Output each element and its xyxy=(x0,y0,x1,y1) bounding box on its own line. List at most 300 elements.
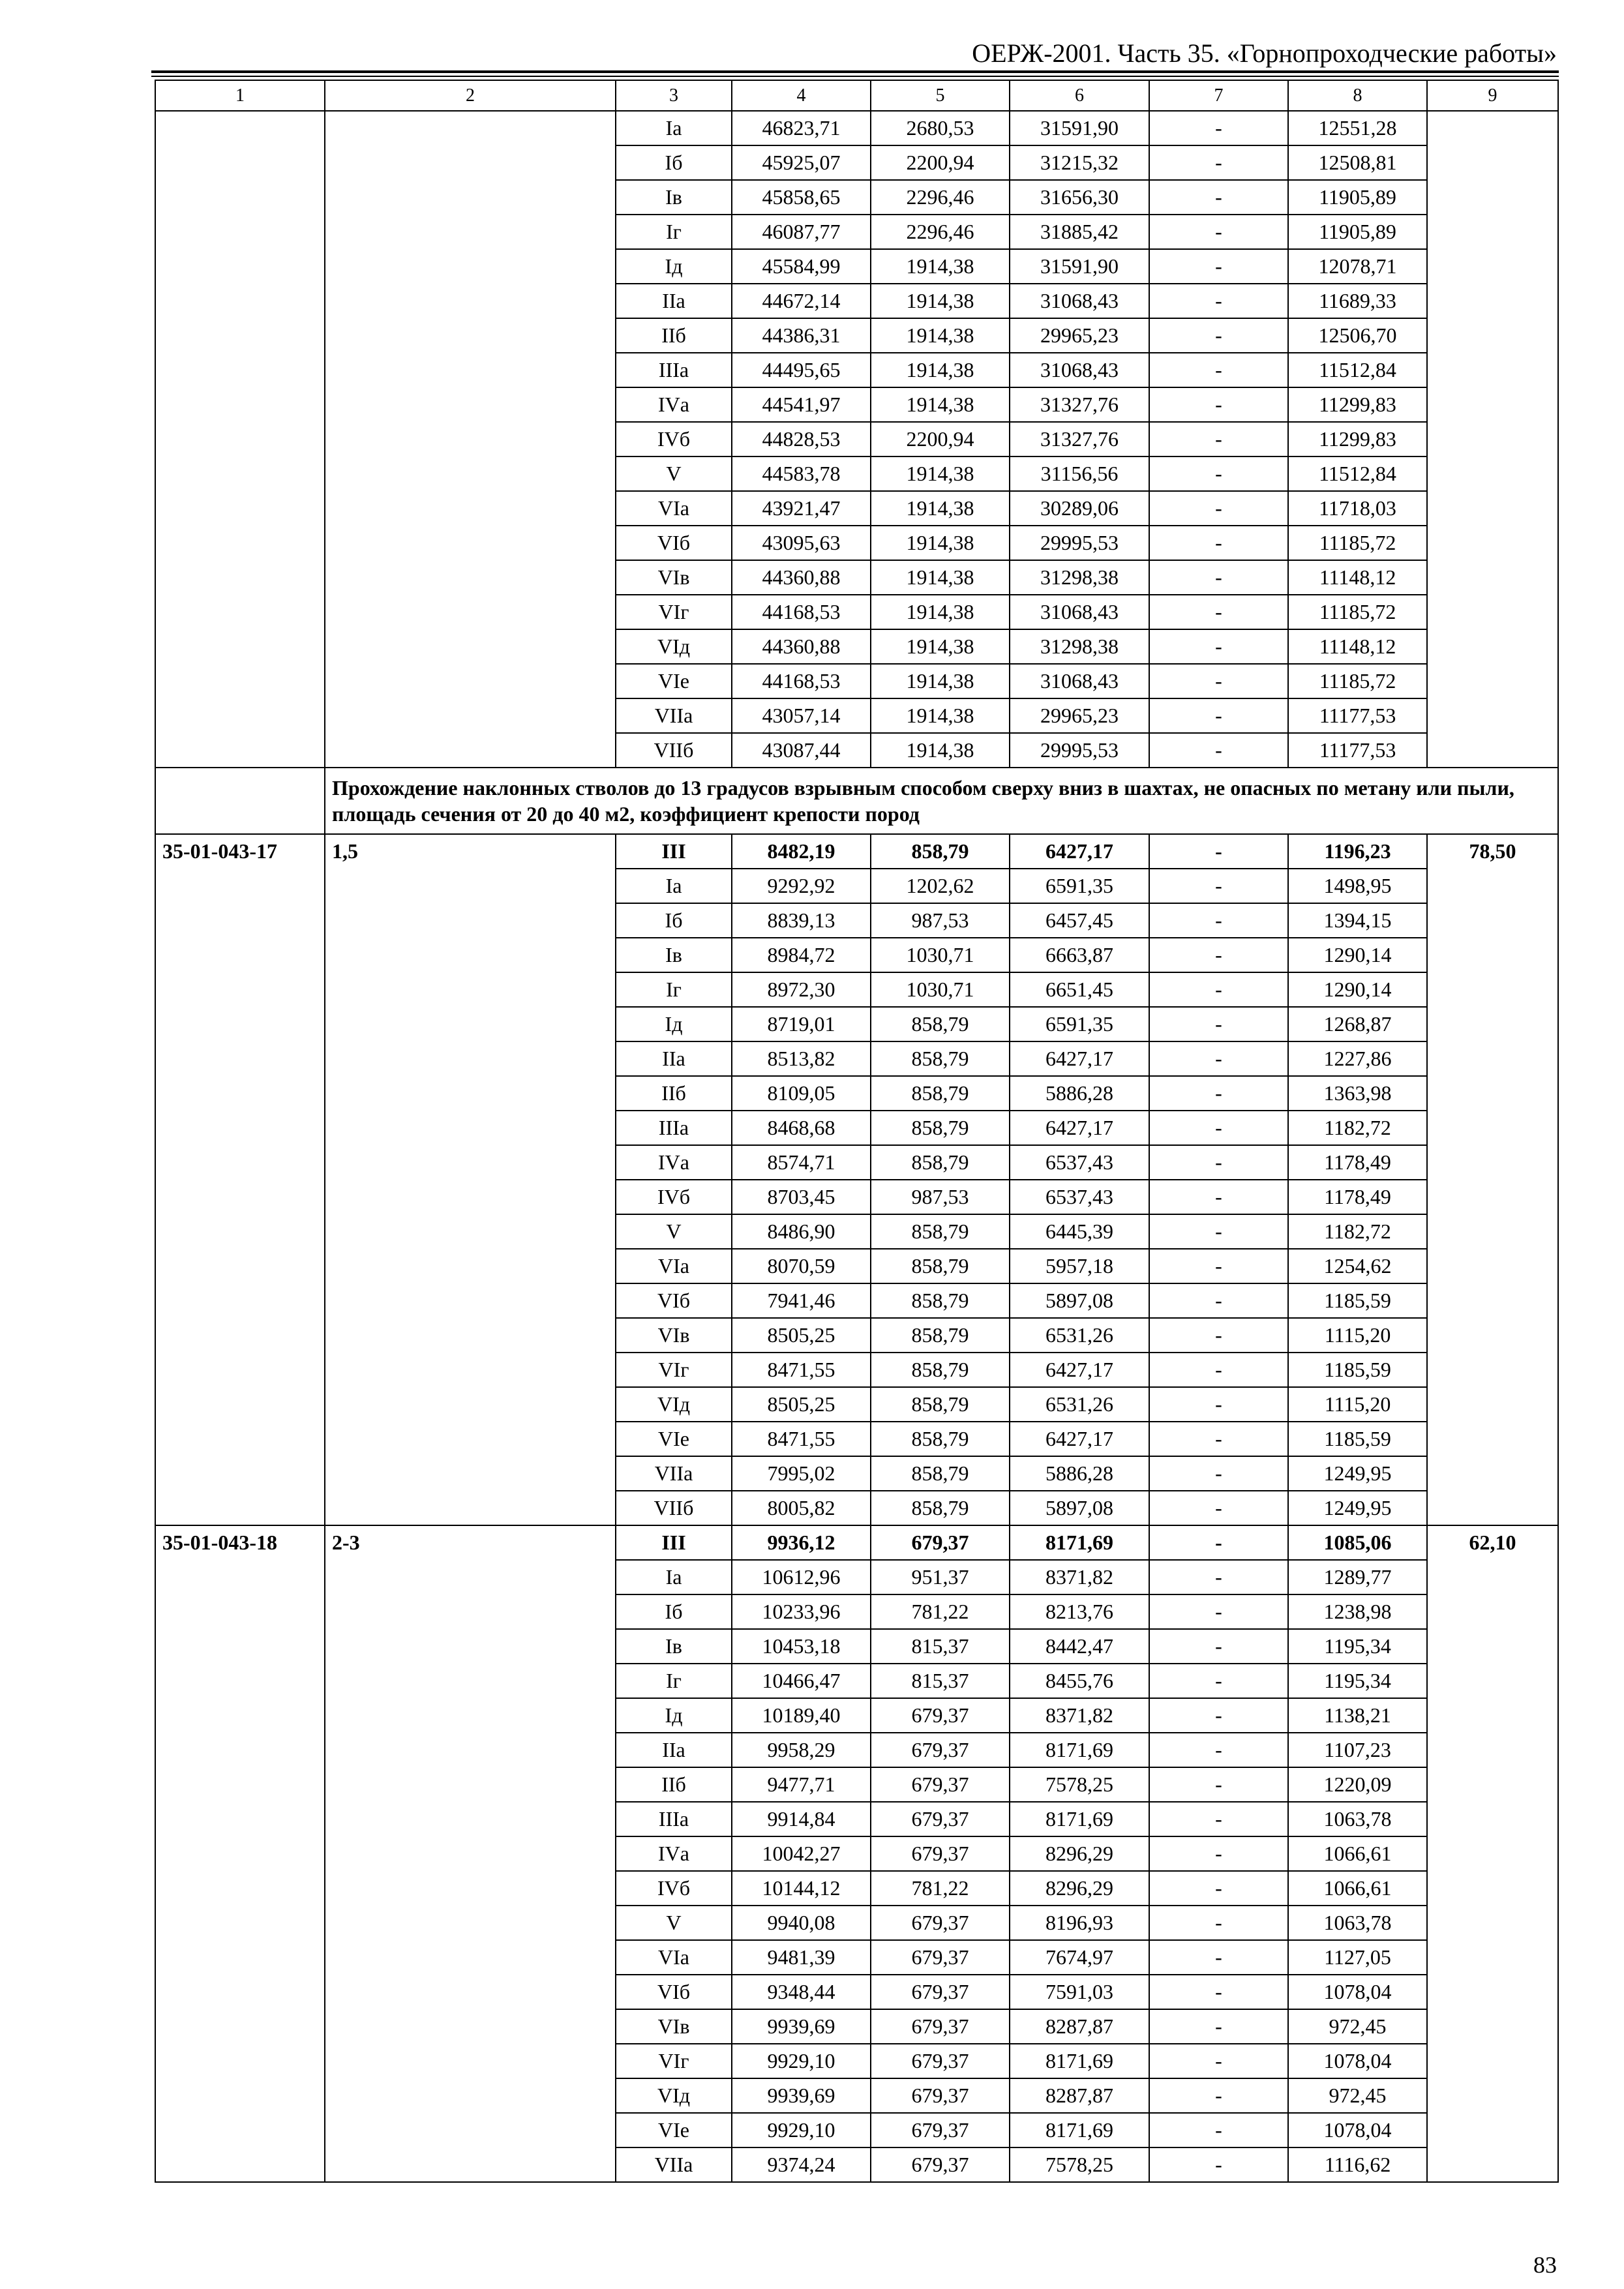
table-cell: VIIа xyxy=(616,1456,732,1491)
table-cell: 8505,25 xyxy=(732,1387,871,1422)
table-cell: 43087,44 xyxy=(732,733,871,768)
table-cell: 1914,38 xyxy=(871,387,1010,422)
table-cell: - xyxy=(1149,1733,1288,1767)
page-header-title: ОЕРЖ-2001. Часть 35. «Горнопроходческие работы» xyxy=(972,38,1557,68)
table-cell: 6427,17 xyxy=(1010,834,1149,869)
table-cell: IIа xyxy=(616,1041,732,1076)
table-cell: IIб xyxy=(616,1767,732,1802)
table-cell: Iг xyxy=(616,1664,732,1698)
table-cell: 31298,38 xyxy=(1010,629,1149,664)
table-cell: 11185,72 xyxy=(1288,664,1427,698)
table-cell: 1063,78 xyxy=(1288,1802,1427,1836)
table-cell: VIд xyxy=(616,629,732,664)
table-cell: 8839,13 xyxy=(732,903,871,938)
table-cell: - xyxy=(1149,869,1288,903)
table-cell: 858,79 xyxy=(871,1041,1010,1076)
table-cell: - xyxy=(1149,180,1288,215)
table-cell: 44168,53 xyxy=(732,595,871,629)
table-cell: - xyxy=(1149,2147,1288,2182)
table-cell: - xyxy=(1149,1318,1288,1353)
table-cell: 858,79 xyxy=(871,1249,1010,1283)
table-cell: 1178,49 xyxy=(1288,1145,1427,1180)
table-cell: 8287,87 xyxy=(1010,2009,1149,2044)
table-cell: 1914,38 xyxy=(871,318,1010,353)
table-cell: 44672,14 xyxy=(732,284,871,318)
table-cell: 6531,26 xyxy=(1010,1318,1149,1353)
table-cell: 8287,87 xyxy=(1010,2078,1149,2113)
column-number-cell: 8 xyxy=(1288,80,1427,111)
table-cell: - xyxy=(1149,1111,1288,1145)
table-cell: 11299,83 xyxy=(1288,422,1427,456)
table-cell: - xyxy=(1149,1836,1288,1871)
table-cell: 679,37 xyxy=(871,1802,1010,1836)
table-cell: 1914,38 xyxy=(871,560,1010,595)
table-cell: VIб xyxy=(616,1283,732,1318)
table-cell: 781,22 xyxy=(871,1594,1010,1629)
table-row xyxy=(155,834,1558,869)
table-cell: 29995,53 xyxy=(1010,733,1149,768)
table-cell: 10233,96 xyxy=(732,1594,871,1629)
table-cell: 1238,98 xyxy=(1288,1594,1427,1629)
table-cell: Iг xyxy=(616,972,732,1007)
table-cell: 679,37 xyxy=(871,2113,1010,2147)
table-cell: - xyxy=(1149,1456,1288,1491)
table-cell: - xyxy=(1149,1422,1288,1456)
table-cell: 11689,33 xyxy=(1288,284,1427,318)
table-cell: 31591,90 xyxy=(1010,111,1149,145)
column-9-cell: 78,50 xyxy=(1427,834,1558,1525)
table-cell: 679,37 xyxy=(871,1733,1010,1767)
table-cell: 858,79 xyxy=(871,1353,1010,1387)
table-cell: Iг xyxy=(616,215,732,249)
table-cell: 8513,82 xyxy=(732,1041,871,1076)
table-cell: - xyxy=(1149,1629,1288,1664)
table-cell: 2296,46 xyxy=(871,180,1010,215)
table-cell: 972,45 xyxy=(1288,2078,1427,2113)
table-cell: 1249,95 xyxy=(1288,1491,1427,1525)
table-cell: 12508,81 xyxy=(1288,145,1427,180)
table-cell: Iб xyxy=(616,1594,732,1629)
table-cell: - xyxy=(1149,698,1288,733)
table-cell: 10189,40 xyxy=(732,1698,871,1733)
table-cell: 43057,14 xyxy=(732,698,871,733)
table-cell: - xyxy=(1149,526,1288,560)
table-cell: 1182,72 xyxy=(1288,1111,1427,1145)
table-cell: VIа xyxy=(616,491,732,526)
table-cell: 8371,82 xyxy=(1010,1698,1149,1733)
table-cell: 45584,99 xyxy=(732,249,871,284)
table-cell: 1268,87 xyxy=(1288,1007,1427,1041)
table-cell: Iб xyxy=(616,145,732,180)
table-cell: 6427,17 xyxy=(1010,1041,1149,1076)
page-number: 83 xyxy=(1533,2252,1557,2278)
table-cell: Iа xyxy=(616,111,732,145)
table-cell: 31068,43 xyxy=(1010,353,1149,387)
table-cell: Iб xyxy=(616,903,732,938)
table-cell: 31885,42 xyxy=(1010,215,1149,249)
table-cell: 10144,12 xyxy=(732,1871,871,1906)
table-cell: 8482,19 xyxy=(732,834,871,869)
column-number-row xyxy=(155,80,1558,111)
table-cell: 9958,29 xyxy=(732,1733,871,1767)
table-cell: 8371,82 xyxy=(1010,1560,1149,1594)
header-rule-thick xyxy=(151,70,1559,73)
table-cell: 46823,71 xyxy=(732,111,871,145)
table-cell: 1116,62 xyxy=(1288,2147,1427,2182)
table-cell: 11148,12 xyxy=(1288,629,1427,664)
table-cell: 43095,63 xyxy=(732,526,871,560)
table-cell: Iв xyxy=(616,180,732,215)
table-cell: VIг xyxy=(616,2044,732,2078)
table-cell: 1030,71 xyxy=(871,972,1010,1007)
table-cell: VIе xyxy=(616,2113,732,2147)
table-cell: IVб xyxy=(616,422,732,456)
table-cell: VIб xyxy=(616,526,732,560)
table-cell: - xyxy=(1149,834,1288,869)
table-cell: 679,37 xyxy=(871,1525,1010,1560)
table-cell: 5897,08 xyxy=(1010,1283,1149,1318)
table-cell: - xyxy=(1149,595,1288,629)
table-cell: 1914,38 xyxy=(871,629,1010,664)
table-cell: 6427,17 xyxy=(1010,1353,1149,1387)
column-number-cell: 2 xyxy=(325,80,616,111)
table-cell: 8196,93 xyxy=(1010,1906,1149,1940)
table-cell: VIб xyxy=(616,1975,732,2009)
table-cell: 9477,71 xyxy=(732,1767,871,1802)
table-cell: 679,37 xyxy=(871,1836,1010,1871)
table-cell: 1182,72 xyxy=(1288,1214,1427,1249)
table-cell: 11512,84 xyxy=(1288,353,1427,387)
table-cell: 9374,24 xyxy=(732,2147,871,2182)
table-cell: VIв xyxy=(616,1318,732,1353)
section-header-row xyxy=(155,768,1558,834)
table-cell: IIа xyxy=(616,284,732,318)
table-cell: - xyxy=(1149,1180,1288,1214)
table-cell: 7578,25 xyxy=(1010,2147,1149,2182)
table-cell: 30289,06 xyxy=(1010,491,1149,526)
table-cell: - xyxy=(1149,1664,1288,1698)
table-cell: 45925,07 xyxy=(732,145,871,180)
table-row xyxy=(155,111,1558,145)
table-cell: 31068,43 xyxy=(1010,664,1149,698)
table-cell: 8171,69 xyxy=(1010,1802,1149,1836)
table-cell: Iв xyxy=(616,1629,732,1664)
table-cell: - xyxy=(1149,1249,1288,1283)
table-cell: - xyxy=(1149,1594,1288,1629)
table-cell: - xyxy=(1149,1525,1288,1560)
table-cell: 11177,53 xyxy=(1288,698,1427,733)
table-cell: 1914,38 xyxy=(871,456,1010,491)
table-cell: 858,79 xyxy=(871,1491,1010,1525)
table-cell: 8171,69 xyxy=(1010,1733,1149,1767)
table-cell: V xyxy=(616,1214,732,1249)
table-cell: 44360,88 xyxy=(732,629,871,664)
table-cell: 679,37 xyxy=(871,2147,1010,2182)
table-cell: 858,79 xyxy=(871,1145,1010,1180)
table-cell: 31327,76 xyxy=(1010,422,1149,456)
column-9-cell: 62,10 xyxy=(1427,1525,1558,2182)
table-cell: VIв xyxy=(616,2009,732,2044)
table-cell: 8171,69 xyxy=(1010,2044,1149,2078)
table-cell: 679,37 xyxy=(871,1975,1010,2009)
table-cell: 44168,53 xyxy=(732,664,871,698)
table-cell: - xyxy=(1149,1906,1288,1940)
table-cell: 1115,20 xyxy=(1288,1318,1427,1353)
table-cell: VIе xyxy=(616,664,732,698)
table-cell: 1196,23 xyxy=(1288,834,1427,869)
table-cell: 1914,38 xyxy=(871,491,1010,526)
table-cell: 858,79 xyxy=(871,1283,1010,1318)
table-cell: - xyxy=(1149,972,1288,1007)
table-cell: IVа xyxy=(616,1145,732,1180)
table-cell: 1914,38 xyxy=(871,249,1010,284)
table-cell: 858,79 xyxy=(871,1111,1010,1145)
table-cell: III xyxy=(616,1525,732,1560)
table-cell: 8296,29 xyxy=(1010,1836,1149,1871)
table-cell: IIб xyxy=(616,318,732,353)
rate-code-cell: 35-01-043-18 xyxy=(155,1525,325,2182)
table-cell: - xyxy=(1149,1871,1288,1906)
table-cell: - xyxy=(1149,491,1288,526)
table-cell: 5897,08 xyxy=(1010,1491,1149,1525)
table-cell: VIд xyxy=(616,1387,732,1422)
table-cell: V xyxy=(616,1906,732,1940)
table-cell: 5886,28 xyxy=(1010,1076,1149,1111)
table-cell: 31298,38 xyxy=(1010,560,1149,595)
table-cell: 679,37 xyxy=(871,1940,1010,1975)
table-cell: 6531,26 xyxy=(1010,1387,1149,1422)
table-cell: 6457,45 xyxy=(1010,903,1149,938)
column-number-cell: 5 xyxy=(871,80,1010,111)
column-9-cell xyxy=(1427,111,1558,768)
table-cell: 9481,39 xyxy=(732,1940,871,1975)
table-cell: 1078,04 xyxy=(1288,2044,1427,2078)
table-cell: 8468,68 xyxy=(732,1111,871,1145)
table-cell: Iа xyxy=(616,869,732,903)
table-cell: 10453,18 xyxy=(732,1629,871,1664)
table-cell: 858,79 xyxy=(871,1456,1010,1491)
table-cell: 8171,69 xyxy=(1010,2113,1149,2147)
table-cell: - xyxy=(1149,215,1288,249)
table-cell: - xyxy=(1149,1767,1288,1802)
table-cell: 815,37 xyxy=(871,1629,1010,1664)
table-cell: 1914,38 xyxy=(871,595,1010,629)
table-cell: 8171,69 xyxy=(1010,1525,1149,1560)
table-cell: 1290,14 xyxy=(1288,972,1427,1007)
table-cell: 9348,44 xyxy=(732,1975,871,2009)
table-cell: 2296,46 xyxy=(871,215,1010,249)
table-cell: 6591,35 xyxy=(1010,869,1149,903)
table-cell: 5957,18 xyxy=(1010,1249,1149,1283)
table-cell: 6537,43 xyxy=(1010,1180,1149,1214)
table-cell: 858,79 xyxy=(871,1318,1010,1353)
table-cell: 10042,27 xyxy=(732,1836,871,1871)
table-cell: - xyxy=(1149,2009,1288,2044)
table-cell: 1220,09 xyxy=(1288,1767,1427,1802)
table-cell: 1195,34 xyxy=(1288,1629,1427,1664)
table-cell: IIа xyxy=(616,1733,732,1767)
table-cell: - xyxy=(1149,1353,1288,1387)
table-cell: 8109,05 xyxy=(732,1076,871,1111)
table-cell: VIIа xyxy=(616,698,732,733)
table-cell: 2200,94 xyxy=(871,145,1010,180)
table-cell: 9939,69 xyxy=(732,2009,871,2044)
table-cell: 679,37 xyxy=(871,2078,1010,2113)
table-cell: - xyxy=(1149,903,1288,938)
table-cell: 9929,10 xyxy=(732,2044,871,2078)
table-cell: VIIб xyxy=(616,1491,732,1525)
table-cell: 44541,97 xyxy=(732,387,871,422)
table-cell: 1185,59 xyxy=(1288,1422,1427,1456)
table-cell: 8505,25 xyxy=(732,1318,871,1353)
table-cell: Iв xyxy=(616,938,732,972)
section-title: Прохождение наклонных стволов до 13 градусов взрывным способом сверху вниз в шахтах, не опасных по метану или пыли, площадь сечения от 20 до 40 м2, коэффициент крепости пород xyxy=(325,768,1558,834)
table-cell: - xyxy=(1149,145,1288,180)
table-cell: 781,22 xyxy=(871,1871,1010,1906)
table-cell: 7674,97 xyxy=(1010,1940,1149,1975)
table-cell: 815,37 xyxy=(871,1664,1010,1698)
table-cell: - xyxy=(1149,1145,1288,1180)
table-cell: 8005,82 xyxy=(732,1491,871,1525)
table-cell: 1085,06 xyxy=(1288,1525,1427,1560)
table-cell: V xyxy=(616,456,732,491)
table-cell: - xyxy=(1149,1387,1288,1422)
table-cell: - xyxy=(1149,2044,1288,2078)
table-cell: 7578,25 xyxy=(1010,1767,1149,1802)
table-cell: 1227,86 xyxy=(1288,1041,1427,1076)
table-cell: 31327,76 xyxy=(1010,387,1149,422)
table-cell: 7995,02 xyxy=(732,1456,871,1491)
table-cell: 9914,84 xyxy=(732,1802,871,1836)
table-cell: 29965,23 xyxy=(1010,698,1149,733)
table-cell: VIIа xyxy=(616,2147,732,2182)
hardness-cell: 2-3 xyxy=(325,1525,616,2182)
table-cell: VIд xyxy=(616,2078,732,2113)
table-cell: 858,79 xyxy=(871,1214,1010,1249)
table-cell: 11905,89 xyxy=(1288,180,1427,215)
table-cell: 9292,92 xyxy=(732,869,871,903)
table-cell: 11185,72 xyxy=(1288,526,1427,560)
table-cell: - xyxy=(1149,938,1288,972)
table-cell: 679,37 xyxy=(871,2009,1010,2044)
table-cell: 44386,31 xyxy=(732,318,871,353)
table-cell: - xyxy=(1149,1975,1288,2009)
table-cell: 45858,65 xyxy=(732,180,871,215)
table-cell: 44583,78 xyxy=(732,456,871,491)
table-cell: 8972,30 xyxy=(732,972,871,1007)
table-cell: 8442,47 xyxy=(1010,1629,1149,1664)
table-cell: 8471,55 xyxy=(732,1422,871,1456)
table-cell: IIIа xyxy=(616,353,732,387)
rate-code-cell: 35-01-043-17 xyxy=(155,834,325,1525)
table-cell: 31068,43 xyxy=(1010,595,1149,629)
table-cell: - xyxy=(1149,733,1288,768)
table-cell: - xyxy=(1149,249,1288,284)
table-cell: 679,37 xyxy=(871,1698,1010,1733)
table-cell: 6663,87 xyxy=(1010,938,1149,972)
table-cell: 1195,34 xyxy=(1288,1664,1427,1698)
table-cell: Iд xyxy=(616,249,732,284)
table-cell: 11718,03 xyxy=(1288,491,1427,526)
table-cell: 43921,47 xyxy=(732,491,871,526)
table-cell: IVа xyxy=(616,387,732,422)
table-cell: 31156,56 xyxy=(1010,456,1149,491)
table-cell: 8486,90 xyxy=(732,1214,871,1249)
table-cell: VIг xyxy=(616,1353,732,1387)
table-cell: 1066,61 xyxy=(1288,1871,1427,1906)
table-cell: - xyxy=(1149,456,1288,491)
table-cell: 8471,55 xyxy=(732,1353,871,1387)
table-cell: 8455,76 xyxy=(1010,1664,1149,1698)
table-cell: 44495,65 xyxy=(732,353,871,387)
table-cell: 1066,61 xyxy=(1288,1836,1427,1871)
table-cell: 1914,38 xyxy=(871,284,1010,318)
table-cell: 1290,14 xyxy=(1288,938,1427,972)
table-cell: 11148,12 xyxy=(1288,560,1427,595)
table-cell: - xyxy=(1149,387,1288,422)
table-cell: Iд xyxy=(616,1007,732,1041)
table-cell: 31068,43 xyxy=(1010,284,1149,318)
table-cell: VIIб xyxy=(616,733,732,768)
header-rule-thin xyxy=(151,76,1559,77)
column-number-cell: 7 xyxy=(1149,80,1288,111)
table-cell: 6591,35 xyxy=(1010,1007,1149,1041)
table-cell: 8574,71 xyxy=(732,1145,871,1180)
table-cell: 1063,78 xyxy=(1288,1906,1427,1940)
table-cell: 858,79 xyxy=(871,834,1010,869)
table-cell: 8296,29 xyxy=(1010,1871,1149,1906)
table-cell: 12551,28 xyxy=(1288,111,1427,145)
table-cell: 858,79 xyxy=(871,1387,1010,1422)
table-cell: 6537,43 xyxy=(1010,1145,1149,1180)
table-cell: 6427,17 xyxy=(1010,1111,1149,1145)
table-cell: 5886,28 xyxy=(1010,1456,1149,1491)
table-cell: 1914,38 xyxy=(871,526,1010,560)
table-cell: IIб xyxy=(616,1076,732,1111)
table-cell: 2200,94 xyxy=(871,422,1010,456)
table-cell: 9939,69 xyxy=(732,2078,871,2113)
column-number-cell: 3 xyxy=(616,80,732,111)
table-cell: 1115,20 xyxy=(1288,1387,1427,1422)
table-cell: - xyxy=(1149,284,1288,318)
table-cell: IIIа xyxy=(616,1802,732,1836)
table-cell: 29995,53 xyxy=(1010,526,1149,560)
table-cell: 10466,47 xyxy=(732,1664,871,1698)
table-cell: 1185,59 xyxy=(1288,1353,1427,1387)
table-cell: 987,53 xyxy=(871,903,1010,938)
table-cell: 1914,38 xyxy=(871,733,1010,768)
table-cell: - xyxy=(1149,318,1288,353)
table-cell: 679,37 xyxy=(871,2044,1010,2078)
table-cell: - xyxy=(1149,353,1288,387)
table-cell: 1498,95 xyxy=(1288,869,1427,903)
table-cell: 858,79 xyxy=(871,1076,1010,1111)
table-cell: 1202,62 xyxy=(871,869,1010,903)
table-cell: 8703,45 xyxy=(732,1180,871,1214)
table-cell: 31656,30 xyxy=(1010,180,1149,215)
table-cell: 1394,15 xyxy=(1288,903,1427,938)
table-cell: 11185,72 xyxy=(1288,595,1427,629)
section-empty-cell xyxy=(155,768,325,834)
table-cell: Iд xyxy=(616,1698,732,1733)
table-cell: - xyxy=(1149,1560,1288,1594)
table-cell: 46087,77 xyxy=(732,215,871,249)
table-cell: VIа xyxy=(616,1249,732,1283)
table-cell: 9936,12 xyxy=(732,1525,871,1560)
column-number-cell: 1 xyxy=(155,80,325,111)
table-cell: 11299,83 xyxy=(1288,387,1427,422)
table-cell: - xyxy=(1149,1076,1288,1111)
